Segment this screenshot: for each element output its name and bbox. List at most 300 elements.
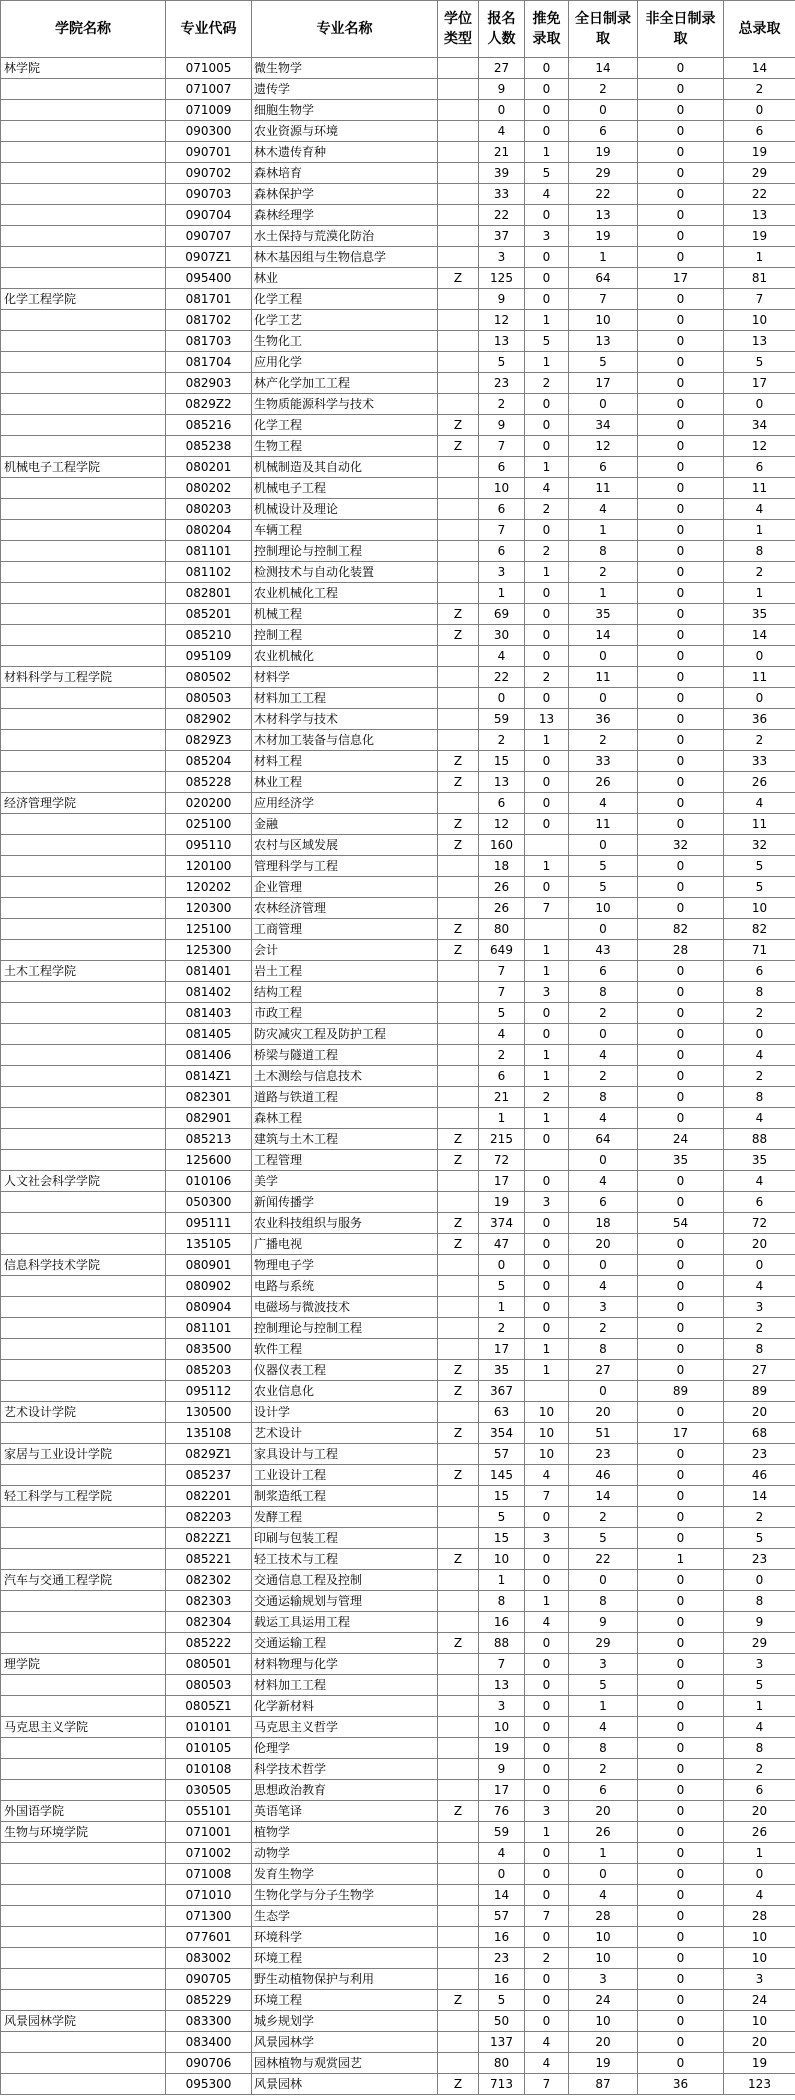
cell-name: 机械工程 [252, 604, 438, 625]
cell-code: 080203 [166, 499, 252, 520]
cell-name: 园林植物与观赏园艺 [252, 2053, 438, 2074]
cell-name: 遗传学 [252, 79, 438, 100]
cell-college [1, 1024, 166, 1045]
table-row [1, 352, 795, 373]
table-row [1, 1381, 795, 1402]
cell-code: 081403 [166, 1003, 252, 1024]
cell-college [1, 1990, 166, 2011]
cell-name: 生态学 [252, 1906, 438, 1927]
cell-name: 发酵工程 [252, 1507, 438, 1528]
cell-college [1, 1087, 166, 1108]
cell-fulltime: 1 [569, 583, 638, 604]
cell-applicants: 22 [479, 667, 525, 688]
cell-recommended: 1 [525, 1108, 569, 1129]
cell-applicants: 2 [479, 1045, 525, 1066]
table-row [1, 1906, 795, 1927]
cell-degree-type [438, 730, 479, 751]
cell-applicants: 15 [479, 751, 525, 772]
cell-parttime: 0 [638, 184, 724, 205]
cell-applicants: 2 [479, 1318, 525, 1339]
cell-degree-type [438, 1171, 479, 1192]
cell-code: 081704 [166, 352, 252, 373]
cell-name: 木材加工装备与信息化 [252, 730, 438, 751]
cell-applicants: 76 [479, 1801, 525, 1822]
cell-fulltime: 27 [569, 1360, 638, 1381]
cell-name: 道路与铁道工程 [252, 1087, 438, 1108]
cell-name: 控制理论与控制工程 [252, 541, 438, 562]
cell-recommended: 0 [525, 415, 569, 436]
cell-fulltime: 64 [569, 268, 638, 289]
cell-total: 81 [724, 268, 795, 289]
cell-applicants: 12 [479, 310, 525, 331]
table-row [1, 667, 795, 688]
cell-code: 071007 [166, 79, 252, 100]
cell-fulltime: 5 [569, 1528, 638, 1549]
cell-name: 农业机械化工程 [252, 583, 438, 604]
cell-name: 金融 [252, 814, 438, 835]
cell-fulltime: 29 [569, 163, 638, 184]
cell-parttime: 0 [638, 1276, 724, 1297]
cell-parttime: 0 [638, 1675, 724, 1696]
cell-code: 081401 [166, 961, 252, 982]
cell-fulltime: 3 [569, 1969, 638, 1990]
cell-code: 095300 [166, 2074, 252, 2095]
cell-parttime: 0 [638, 1003, 724, 1024]
cell-code: 081703 [166, 331, 252, 352]
cell-degree-type [438, 1486, 479, 1507]
cell-applicants: 15 [479, 1528, 525, 1549]
cell-recommended: 0 [525, 394, 569, 415]
table-row [1, 1171, 795, 1192]
cell-recommended: 0 [525, 247, 569, 268]
cell-college [1, 499, 166, 520]
cell-applicants: 0 [479, 1864, 525, 1885]
cell-degree-type [438, 688, 479, 709]
cell-fulltime: 0 [569, 1570, 638, 1591]
cell-degree-type [438, 205, 479, 226]
table-row [1, 1612, 795, 1633]
cell-fulltime: 1 [569, 1843, 638, 1864]
table-row [1, 1150, 795, 1171]
cell-fulltime: 0 [569, 919, 638, 940]
cell-recommended: 0 [525, 1717, 569, 1738]
cell-recommended: 2 [525, 667, 569, 688]
cell-total: 14 [724, 1486, 795, 1507]
cell-parttime: 24 [638, 1129, 724, 1150]
cell-recommended: 0 [525, 1633, 569, 1654]
cell-total: 34 [724, 415, 795, 436]
cell-total: 28 [724, 1906, 795, 1927]
cell-college [1, 1675, 166, 1696]
cell-applicants: 47 [479, 1234, 525, 1255]
cell-degree-type [438, 1948, 479, 1969]
cell-fulltime: 4 [569, 793, 638, 814]
cell-degree-type: Z [438, 1990, 479, 2011]
cell-fulltime: 5 [569, 877, 638, 898]
cell-college [1, 1549, 166, 1570]
cell-degree-type [438, 310, 479, 331]
cell-recommended: 0 [525, 1318, 569, 1339]
cell-total: 8 [724, 1591, 795, 1612]
cell-college [1, 1864, 166, 1885]
cell-name: 制浆造纸工程 [252, 1486, 438, 1507]
table-row [1, 2032, 795, 2053]
table-row [1, 1759, 795, 1780]
cell-degree-type [438, 2053, 479, 2074]
cell-code: 0822Z1 [166, 1528, 252, 1549]
cell-parttime: 0 [638, 1402, 724, 1423]
cell-college [1, 1234, 166, 1255]
cell-college [1, 1213, 166, 1234]
cell-fulltime: 3 [569, 1297, 638, 1318]
cell-recommended: 10 [525, 1423, 569, 1444]
cell-applicants: 7 [479, 1654, 525, 1675]
table-row [1, 1003, 795, 1024]
cell-name: 物理电子学 [252, 1255, 438, 1276]
table-row [1, 1486, 795, 1507]
cell-name: 动物学 [252, 1843, 438, 1864]
cell-applicants: 12 [479, 814, 525, 835]
cell-college [1, 1381, 166, 1402]
cell-total: 1 [724, 520, 795, 541]
header-fulltime: 全日制录取 [569, 1, 638, 58]
cell-fulltime: 87 [569, 2074, 638, 2095]
cell-name: 思想政治教育 [252, 1780, 438, 1801]
cell-applicants: 9 [479, 289, 525, 310]
cell-total: 14 [724, 58, 795, 79]
cell-degree-type [438, 562, 479, 583]
cell-degree-type [438, 247, 479, 268]
cell-fulltime: 20 [569, 1801, 638, 1822]
cell-name: 艺术设计 [252, 1423, 438, 1444]
cell-parttime: 0 [638, 1822, 724, 1843]
cell-recommended: 0 [525, 436, 569, 457]
table-row [1, 1276, 795, 1297]
table-row [1, 58, 795, 79]
cell-applicants: 1 [479, 1297, 525, 1318]
cell-fulltime: 0 [569, 1024, 638, 1045]
cell-college: 理学院 [1, 1654, 166, 1675]
cell-code: 082903 [166, 373, 252, 394]
cell-recommended: 1 [525, 1822, 569, 1843]
cell-parttime: 0 [638, 1318, 724, 1339]
cell-parttime: 0 [638, 247, 724, 268]
cell-parttime: 0 [638, 499, 724, 520]
cell-name: 生物工程 [252, 436, 438, 457]
cell-recommended: 0 [525, 1990, 569, 2011]
cell-recommended: 1 [525, 457, 569, 478]
cell-name: 仪器仪表工程 [252, 1360, 438, 1381]
cell-total: 6 [724, 457, 795, 478]
cell-college: 化学工程学院 [1, 289, 166, 310]
cell-code: 0829Z1 [166, 1444, 252, 1465]
table-row [1, 100, 795, 121]
cell-applicants: 69 [479, 604, 525, 625]
cell-code: 010106 [166, 1171, 252, 1192]
cell-total: 10 [724, 2011, 795, 2032]
cell-fulltime: 1 [569, 1696, 638, 1717]
cell-parttime: 0 [638, 1507, 724, 1528]
cell-fulltime: 17 [569, 373, 638, 394]
table-row [1, 604, 795, 625]
table-row [1, 499, 795, 520]
cell-recommended: 5 [525, 331, 569, 352]
cell-code: 130500 [166, 1402, 252, 1423]
cell-name: 载运工具运用工程 [252, 1612, 438, 1633]
cell-recommended: 7 [525, 1906, 569, 1927]
cell-recommended: 0 [525, 1003, 569, 1024]
cell-parttime: 0 [638, 478, 724, 499]
table-row [1, 2053, 795, 2074]
cell-degree-type [438, 961, 479, 982]
cell-name: 轻工技术与工程 [252, 1549, 438, 1570]
cell-parttime: 0 [638, 1990, 724, 2011]
cell-fulltime: 0 [569, 1150, 638, 1171]
cell-applicants: 9 [479, 1759, 525, 1780]
cell-college [1, 1780, 166, 1801]
cell-college [1, 772, 166, 793]
cell-fulltime: 2 [569, 1507, 638, 1528]
cell-applicants: 23 [479, 1948, 525, 1969]
cell-code: 0829Z2 [166, 394, 252, 415]
cell-recommended [525, 1381, 569, 1402]
cell-parttime: 28 [638, 940, 724, 961]
cell-fulltime: 4 [569, 1717, 638, 1738]
cell-college [1, 184, 166, 205]
cell-parttime: 0 [638, 457, 724, 478]
cell-name: 控制理论与控制工程 [252, 1318, 438, 1339]
cell-total: 6 [724, 1192, 795, 1213]
cell-fulltime: 10 [569, 2011, 638, 2032]
cell-total: 10 [724, 898, 795, 919]
cell-degree-type [438, 520, 479, 541]
cell-name: 工业设计工程 [252, 1465, 438, 1486]
cell-college [1, 1612, 166, 1633]
cell-college [1, 1360, 166, 1381]
cell-college [1, 919, 166, 940]
cell-recommended: 7 [525, 1486, 569, 1507]
cell-parttime: 0 [638, 1717, 724, 1738]
table-row [1, 646, 795, 667]
cell-recommended: 0 [525, 1024, 569, 1045]
cell-name: 家具设计与工程 [252, 1444, 438, 1465]
cell-college [1, 709, 166, 730]
cell-code: 085221 [166, 1549, 252, 1570]
cell-applicants: 0 [479, 100, 525, 121]
cell-college [1, 247, 166, 268]
cell-recommended: 1 [525, 352, 569, 373]
cell-applicants: 5 [479, 1276, 525, 1297]
cell-parttime: 1 [638, 1549, 724, 1570]
cell-name: 电磁场与微波技术 [252, 1297, 438, 1318]
cell-code: 120100 [166, 856, 252, 877]
cell-college: 土木工程学院 [1, 961, 166, 982]
cell-degree-type [438, 1066, 479, 1087]
cell-fulltime: 10 [569, 310, 638, 331]
cell-college [1, 1192, 166, 1213]
cell-code: 081702 [166, 310, 252, 331]
table-row [1, 919, 795, 940]
table-row [1, 1339, 795, 1360]
cell-name: 桥梁与隧道工程 [252, 1045, 438, 1066]
cell-parttime: 0 [638, 1759, 724, 1780]
cell-degree-type [438, 2011, 479, 2032]
cell-code: 082304 [166, 1612, 252, 1633]
cell-total: 4 [724, 1276, 795, 1297]
table-row [1, 1255, 795, 1276]
cell-applicants: 2 [479, 394, 525, 415]
cell-name: 环境工程 [252, 1948, 438, 1969]
cell-code: 095400 [166, 268, 252, 289]
table-row [1, 373, 795, 394]
cell-total: 5 [724, 856, 795, 877]
cell-parttime: 0 [638, 1444, 724, 1465]
cell-degree-type [438, 1339, 479, 1360]
cell-name: 微生物学 [252, 58, 438, 79]
cell-total: 10 [724, 1927, 795, 1948]
cell-code: 071300 [166, 1906, 252, 1927]
cell-college [1, 1339, 166, 1360]
cell-total: 1 [724, 1696, 795, 1717]
cell-name: 农业科技组织与服务 [252, 1213, 438, 1234]
table-row [1, 1423, 795, 1444]
cell-parttime: 0 [638, 1843, 724, 1864]
cell-code: 081101 [166, 541, 252, 562]
cell-college [1, 226, 166, 247]
cell-code: 080201 [166, 457, 252, 478]
cell-applicants: 18 [479, 856, 525, 877]
cell-total: 19 [724, 226, 795, 247]
cell-code: 090701 [166, 142, 252, 163]
cell-recommended: 0 [525, 268, 569, 289]
cell-code: 125600 [166, 1150, 252, 1171]
cell-parttime: 0 [638, 79, 724, 100]
cell-fulltime: 6 [569, 121, 638, 142]
header-row [1, 1, 795, 58]
cell-applicants: 33 [479, 184, 525, 205]
cell-name: 林业 [252, 268, 438, 289]
cell-fulltime: 7 [569, 289, 638, 310]
cell-total: 0 [724, 1255, 795, 1276]
cell-applicants: 39 [479, 163, 525, 184]
table-row [1, 142, 795, 163]
cell-name: 发育生物学 [252, 1864, 438, 1885]
cell-college [1, 163, 166, 184]
cell-degree-type: Z [438, 751, 479, 772]
cell-college [1, 1696, 166, 1717]
cell-applicants: 59 [479, 709, 525, 730]
cell-total: 2 [724, 562, 795, 583]
cell-degree-type [438, 898, 479, 919]
cell-name: 林木遗传育种 [252, 142, 438, 163]
cell-fulltime: 11 [569, 478, 638, 499]
cell-applicants: 10 [479, 1549, 525, 1570]
cell-applicants: 17 [479, 1339, 525, 1360]
table-row [1, 814, 795, 835]
cell-applicants: 1 [479, 583, 525, 604]
cell-recommended: 3 [525, 1801, 569, 1822]
cell-college [1, 1528, 166, 1549]
cell-degree-type [438, 1696, 479, 1717]
cell-code: 010108 [166, 1759, 252, 1780]
cell-parttime: 0 [638, 562, 724, 583]
cell-fulltime: 2 [569, 1003, 638, 1024]
cell-applicants: 1 [479, 1570, 525, 1591]
cell-parttime: 0 [638, 1570, 724, 1591]
cell-code: 085201 [166, 604, 252, 625]
cell-fulltime: 0 [569, 100, 638, 121]
cell-degree-type [438, 1885, 479, 1906]
cell-total: 23 [724, 1549, 795, 1570]
cell-degree-type [438, 1318, 479, 1339]
cell-recommended: 1 [525, 142, 569, 163]
header-applicants: 报名人数 [479, 1, 525, 58]
table-row [1, 877, 795, 898]
cell-code: 120202 [166, 877, 252, 898]
cell-degree-type: Z [438, 268, 479, 289]
cell-fulltime: 2 [569, 1318, 638, 1339]
cell-college: 汽车与交通工程学院 [1, 1570, 166, 1591]
cell-college [1, 751, 166, 772]
cell-name: 材料加工工程 [252, 1675, 438, 1696]
table-row [1, 583, 795, 604]
cell-degree-type [438, 331, 479, 352]
cell-applicants: 14 [479, 1885, 525, 1906]
header-code: 专业代码 [166, 1, 252, 58]
cell-total: 1 [724, 1843, 795, 1864]
cell-college [1, 1045, 166, 1066]
cell-college [1, 1633, 166, 1654]
cell-recommended: 0 [525, 121, 569, 142]
cell-code: 0829Z3 [166, 730, 252, 751]
cell-degree-type [438, 1003, 479, 1024]
cell-code: 050300 [166, 1192, 252, 1213]
cell-parttime: 0 [638, 1360, 724, 1381]
cell-applicants: 137 [479, 2032, 525, 2053]
cell-applicants: 59 [479, 1822, 525, 1843]
cell-college [1, 1129, 166, 1150]
cell-recommended: 0 [525, 877, 569, 898]
cell-applicants: 15 [479, 1486, 525, 1507]
cell-applicants: 21 [479, 1087, 525, 1108]
cell-fulltime: 36 [569, 709, 638, 730]
cell-recommended: 1 [525, 310, 569, 331]
cell-recommended: 10 [525, 1402, 569, 1423]
cell-college [1, 436, 166, 457]
cell-name: 机械制造及其自动化 [252, 457, 438, 478]
cell-name: 化学工程 [252, 415, 438, 436]
cell-code: 081701 [166, 289, 252, 310]
table-row [1, 2074, 795, 2095]
cell-code: 081102 [166, 562, 252, 583]
cell-fulltime: 13 [569, 331, 638, 352]
cell-fulltime: 13 [569, 205, 638, 226]
cell-parttime: 0 [638, 1066, 724, 1087]
cell-name: 工商管理 [252, 919, 438, 940]
cell-parttime: 0 [638, 604, 724, 625]
cell-name: 材料加工工程 [252, 688, 438, 709]
cell-total: 5 [724, 352, 795, 373]
cell-applicants: 6 [479, 1066, 525, 1087]
cell-name: 软件工程 [252, 1339, 438, 1360]
table-row [1, 1444, 795, 1465]
table-row [1, 835, 795, 856]
cell-college [1, 1591, 166, 1612]
cell-parttime: 0 [638, 331, 724, 352]
cell-degree-type [438, 226, 479, 247]
cell-name: 森林保护学 [252, 184, 438, 205]
table-row [1, 1297, 795, 1318]
